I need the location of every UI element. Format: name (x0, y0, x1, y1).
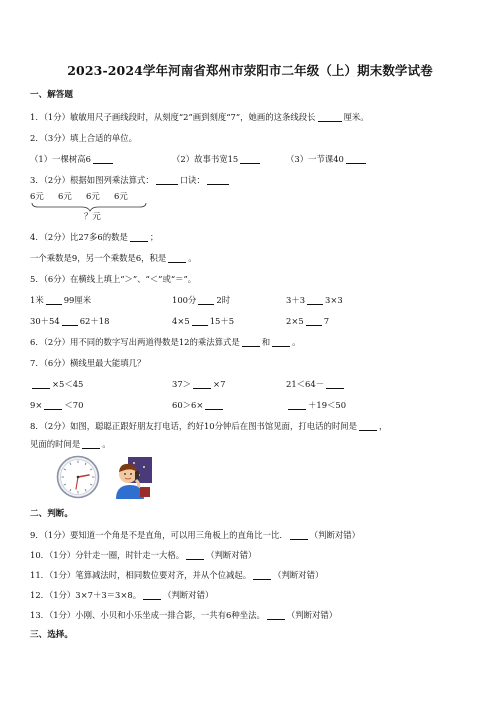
kid-on-phone-icon (110, 457, 152, 499)
question-5: 5．（6分）在横线上填上“＞”、“＜”或“＝”。 (30, 274, 197, 284)
answer-blank[interactable] (242, 338, 260, 347)
question-11: 11．（1分）笔算减法时，相同数位要对齐，并从个位减起。 （判断对错） (30, 570, 324, 580)
answer-blank[interactable] (44, 401, 62, 410)
answer-blank[interactable] (253, 571, 271, 580)
question-8b: 见面的时间是 。 (30, 439, 111, 449)
question-6: 6．（2分）用不同的数字写出两道得数是12的乘法算式是 和 。 (30, 337, 301, 347)
answer-blank[interactable] (307, 296, 323, 305)
answer-blank[interactable] (267, 611, 285, 620)
section-heading: 二、判断。 (30, 509, 73, 519)
question-9: 9．（1分）要知道一个角是不是直角，可以用三角板上的直角比一比． （判断对错） (30, 530, 360, 540)
answer-blank[interactable] (288, 401, 306, 410)
answer-blank[interactable] (272, 338, 290, 347)
answer-blank[interactable] (198, 296, 214, 305)
question-8: 8．（2分）如图，聪聪正跟好朋友打电话，约好10分钟后在图书馆见面，打电话的时间是 ， (30, 421, 388, 431)
clock-icon (56, 455, 100, 499)
question-2-items: （1）一棵树高6 （2）故事书宽15 （3）一节课40 (30, 155, 470, 167)
question-4b: 一个乘数是9，另一个乘数是6，积是 。 (30, 253, 197, 263)
question-8-figures (56, 455, 166, 500)
answer-blank[interactable] (240, 155, 260, 164)
question-4: 4．（2分）比27多6的数是 ； (30, 232, 159, 242)
question-7-row-2: 9× ＜70 60＞6× ＋19＜50 (30, 400, 347, 410)
section-heading: 一、解答题 (30, 90, 73, 100)
answer-blank[interactable] (207, 176, 229, 185)
answer-blank[interactable] (193, 380, 211, 389)
answer-blank[interactable] (168, 254, 186, 263)
answer-blank[interactable] (192, 317, 208, 326)
answer-blank[interactable] (46, 296, 62, 305)
question-7-row-1: ×5＜45 37＞ ×7 21＜64－ (30, 380, 470, 392)
answer-blank[interactable] (93, 155, 113, 164)
answer-blank[interactable] (359, 422, 377, 431)
question-3: 3．（2分）根据如图列乘法算式： 口诀： (30, 176, 231, 186)
money-total-label: ？元 (84, 211, 101, 221)
answer-blank[interactable] (326, 380, 344, 389)
money-diagram (30, 191, 180, 224)
question-5-row-2: 30＋54 62＋18 4×5 15＋5 2×5 7 (30, 316, 330, 326)
answer-blank[interactable] (143, 591, 161, 600)
money-label: 6元 (30, 191, 44, 201)
answer-blank[interactable] (306, 317, 322, 326)
answer-blank[interactable] (82, 440, 100, 449)
question-7: 7．（6分）横线里最大能填几？ (30, 358, 146, 368)
answer-blank[interactable] (156, 176, 178, 185)
money-label: 6元 (58, 191, 72, 201)
answer-blank[interactable] (290, 531, 308, 540)
answer-blank[interactable] (32, 380, 50, 389)
answer-blank[interactable] (205, 401, 223, 410)
question-10: 10．（1分）分针走一圈，时针走一大格。 （判断对错） (30, 550, 257, 560)
answer-blank[interactable] (346, 155, 366, 164)
money-label: 6元 (86, 191, 100, 201)
section-heading: 三、选择。 (30, 630, 73, 640)
money-label: 6元 (114, 191, 128, 201)
answer-blank[interactable] (130, 233, 148, 242)
question-12: 12．（1分）3×7＋3＝3×8。 （判断对错） (30, 590, 214, 600)
answer-blank[interactable] (62, 317, 78, 326)
page-title: 2023-2024学年河南省郑州市荥阳市二年级（上）期末数学试卷 (67, 63, 433, 78)
question-1: 1．（1分）敏敏用尺子画线段时，从刻度“2”画到刻度“7”，她画的这条线段长 厘米。 (30, 112, 369, 122)
answer-blank[interactable] (186, 551, 204, 560)
question-2: 2．（3分）填上合适的单位。 (30, 133, 137, 143)
question-5-row-1: 1米 99厘米 100分 2时 3＋3 3×3 (30, 295, 343, 305)
question-13: 13．（1分）小刚、小贝和小乐坐成一排合影，一共有6种坐法。 （判断对错） (30, 610, 338, 620)
answer-blank[interactable] (318, 113, 342, 122)
